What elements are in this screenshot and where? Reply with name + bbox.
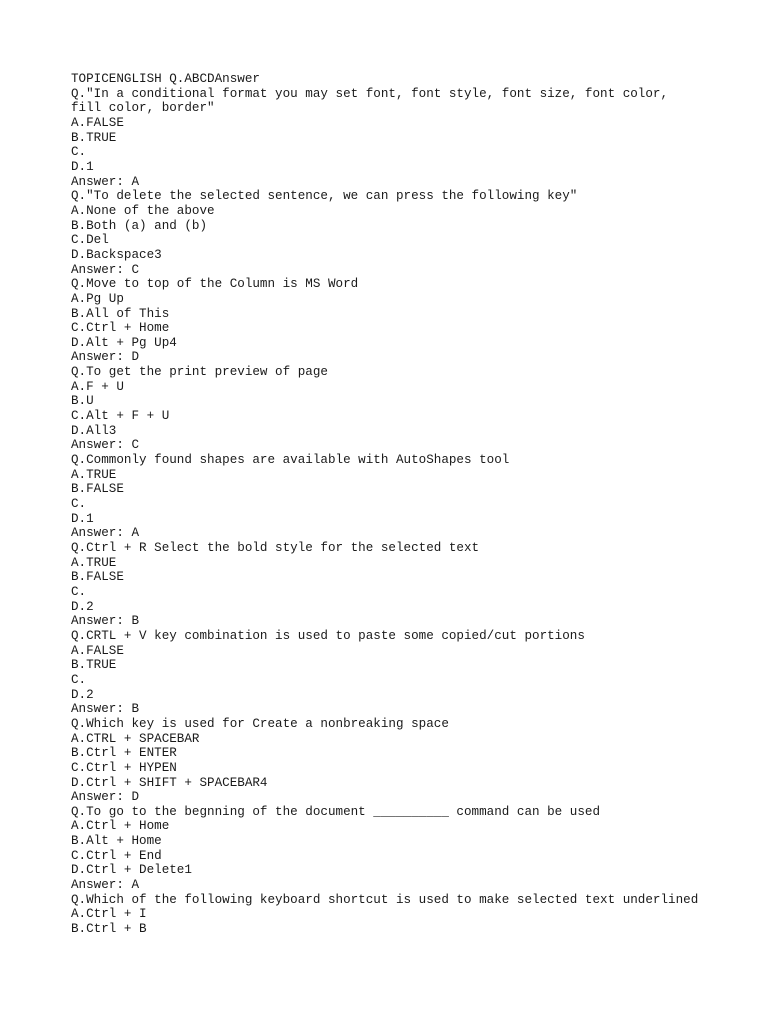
document-line: B.Ctrl + B <box>71 922 147 937</box>
document-line: Q.Commonly found shapes are available with AutoShapes tool <box>71 453 510 468</box>
document-line: A.FALSE <box>71 115 124 130</box>
document-line: Q.CRTL + V key combination is used to paste some copied/cut portions <box>71 628 585 643</box>
document-line: Answer: A <box>71 878 140 893</box>
document-line: B.TRUE <box>71 130 117 145</box>
document-line: TOPICENGLISH Q.ABCDAnswer <box>71 72 260 86</box>
document-line: Answer: A <box>71 174 140 189</box>
document-line: D.All3 <box>71 423 117 438</box>
document-line: A.FALSE <box>71 643 124 658</box>
document-line: C.Del <box>71 233 109 248</box>
document-line: B.U <box>71 394 94 409</box>
document-line: B.FALSE <box>71 570 124 585</box>
document-line: A.TRUE <box>71 467 117 482</box>
document-line: C. <box>71 145 87 160</box>
document-line: A.None of the above <box>71 203 215 218</box>
document-line: C. <box>71 584 87 599</box>
document-line: A.TRUE <box>71 555 117 570</box>
document-line: A.F + U <box>71 379 124 394</box>
document-line: C.Alt + F + U <box>71 409 170 424</box>
document-line: Q.Which of the following keyboard shortcut is used to make selected text underlined <box>71 892 699 907</box>
document-line: Answer: C <box>71 438 140 453</box>
document-line: Answer: D <box>71 350 140 365</box>
document-line: B.Ctrl + ENTER <box>71 746 177 761</box>
document-line: Q.To go to the begnning of the document __________ command can be used <box>71 804 601 819</box>
document-line: C.Ctrl + Home <box>71 321 170 336</box>
document-line: C.Ctrl + HYPEN <box>71 760 177 775</box>
document-line: D.1 <box>71 159 94 174</box>
document-line: A.Ctrl + I <box>71 907 147 922</box>
document-line: Q.Which key is used for Create a nonbreaking space <box>71 716 449 731</box>
document-line: Q."In a conditional format you may set font, font style, font size, font color, <box>71 86 669 101</box>
document-line: Q.Move to top of the Column is MS Word <box>71 277 359 292</box>
document-line: Answer: A <box>71 526 140 541</box>
document-line: D.1 <box>71 511 94 526</box>
document-line: Q.Ctrl + R Select the bold style for the selected text <box>71 541 480 555</box>
document-line: D.2 <box>71 687 94 702</box>
document-line: Q."To delete the selected sentence, we can press the following key" <box>71 189 578 204</box>
document-line: C. <box>71 672 87 687</box>
document-line: C.Ctrl + End <box>71 848 162 863</box>
document-line: C. <box>71 497 87 512</box>
document-line: D.Ctrl + Delete1 <box>71 863 192 878</box>
document-line: B.All of This <box>71 306 170 321</box>
document-line: D.Ctrl + SHIFT + SPACEBAR4 <box>71 775 268 790</box>
document-line: D.2 <box>71 599 94 614</box>
document-line: A.Pg Up <box>71 291 124 306</box>
document-line: Answer: D <box>71 790 140 805</box>
document-line: A.Ctrl + Home <box>71 819 170 834</box>
document-line: D.Backspace3 <box>71 247 162 262</box>
document-line: B.Alt + Home <box>71 834 162 849</box>
document-line: B.TRUE <box>71 658 117 673</box>
document-line: B.FALSE <box>71 482 124 497</box>
document-line: Answer: B <box>71 614 140 629</box>
document-line: Answer: B <box>71 702 140 717</box>
document-line: Answer: C <box>71 262 140 277</box>
document-line: A.CTRL + SPACEBAR <box>71 731 200 746</box>
document-line: D.Alt + Pg Up4 <box>71 335 177 350</box>
document-line: B.Both (a) and (b) <box>71 218 208 233</box>
document-line: fill color, border" <box>71 101 215 116</box>
document-line: Q.To get the print preview of page <box>71 365 328 380</box>
document-text-body <box>71 72 751 937</box>
